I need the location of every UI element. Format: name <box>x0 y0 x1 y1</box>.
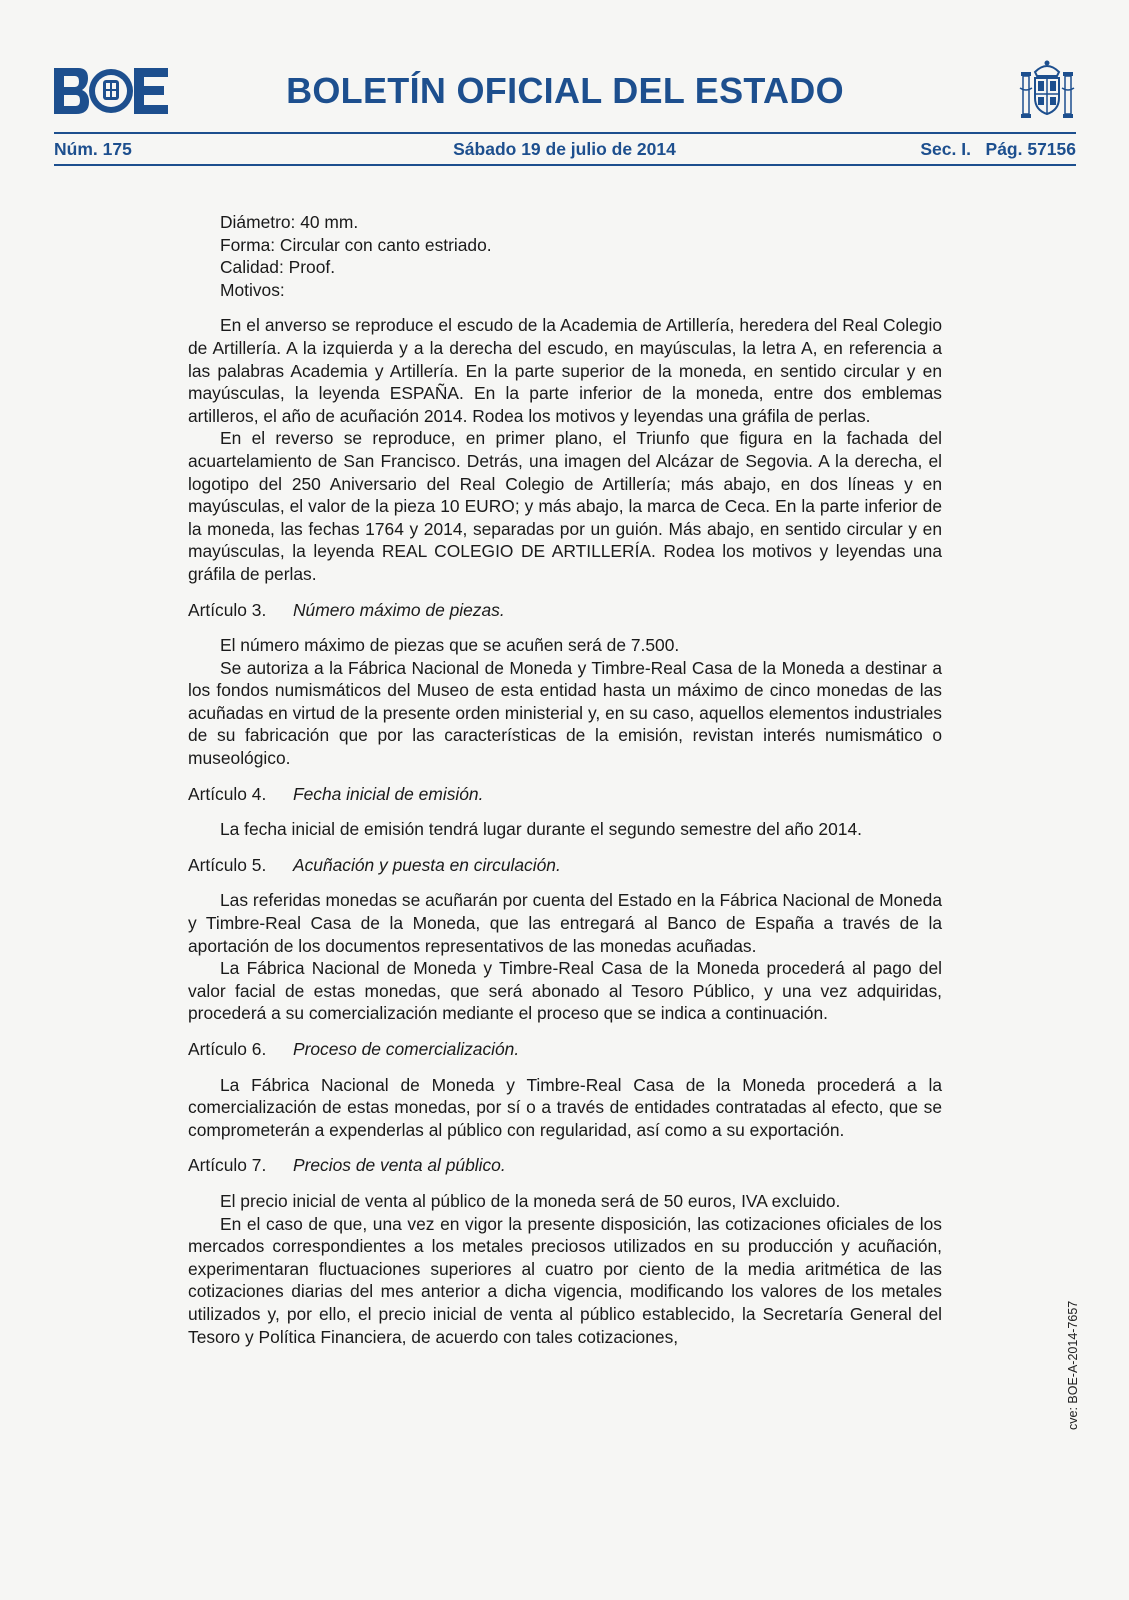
article-6-label: Artículo 6. <box>188 1039 267 1059</box>
article-5-paragraph-2: La Fábrica Nacional de Moneda y Timbre-Real Casa de la Moneda procederá al pago del valor facial de estas monedas, que será abonado al Tesoro Público, y una vez adquiridas, procederá a su comercialización mediante el proceso que se indica a continuación. <box>188 958 942 1024</box>
coat-of-arms-icon <box>1018 58 1076 122</box>
article-6-title: Proceso de comercialización. <box>293 1039 520 1059</box>
spec-motifs: Motivos: <box>220 279 285 300</box>
cve-identifier: cve: BOE-A-2014-7657 <box>1066 1300 1080 1430</box>
spec-shape: Forma: Circular con canto estriado. <box>220 234 492 255</box>
issue-number: Núm. 175 <box>54 139 132 159</box>
bulletin-title: BOLETÍN OFICIAL DEL ESTADO <box>286 70 844 111</box>
article-3-paragraph-1: El número máximo de piezas que se acuñen será de 7.500. <box>220 635 680 656</box>
article-4-title: Fecha inicial de emisión. <box>293 783 484 804</box>
header-rule-top <box>54 132 1076 134</box>
article-5-title: Acuñación y puesta en circulación. <box>293 854 561 875</box>
article-6-heading <box>188 1038 942 1061</box>
article-3-title: Número máximo de piezas. <box>293 599 505 620</box>
article-4-paragraph-1: La fecha inicial de emisión tendrá lugar durante el segundo semestre del año 2014. <box>220 819 862 840</box>
spec-diameter: Diámetro: 40 mm. <box>220 212 359 232</box>
article-3-heading <box>188 599 942 622</box>
article-5-heading <box>188 854 942 877</box>
section-page: Sec. I. Pág. 57156 <box>920 139 1076 159</box>
article-7-label: Artículo 7. <box>188 1155 267 1176</box>
article-7-title: Precios de venta al público. <box>293 1155 506 1176</box>
article-7-heading <box>188 1154 942 1177</box>
article-5-paragraph-1: Las referidas monedas se acuñarán por cuenta del Estado en la Fábrica Nacional de Moneda y Timbre-Real Casa de la Moneda, que las entregará al Banco de España a través de la aportación de los documentos representativos de las monedas acuñadas. <box>188 890 942 956</box>
issue-date: Sábado 19 de julio de 2014 <box>453 139 676 159</box>
article-4-label: Artículo 4. <box>188 783 267 804</box>
document-body <box>188 211 942 1348</box>
spec-quality: Calidad: Proof. <box>220 257 336 278</box>
article-7-paragraph-2: En el caso de que, una vez en vigor la presente disposición, las cotizaciones oficiales de los mercados correspondientes a los metales preciosos utilizados en su producción y acuñación, experimentaran fluctuaciones superiores al cuatro por ciento de la media aritmética de las cotizaciones diarias del mes anterior a dicha vigencia, modificando los valores de los metales utilizados y, por ello, el precio inicial de venta al público establecido, la Secretaría General del Tesoro y Política Financiera, de acuerdo con tales cotizaciones, <box>188 1213 942 1347</box>
paragraph-reverse: En el reverso se reproduce, en primer plano, el Triunfo que figura en la fachada del acuartelamiento de San Francisco. Detrás, una imagen del Alcázar de Segovia. A la derecha, el logotipo del 250 Aniversario del Real Colegio de Artillería; más abajo, en dos líneas y en mayúsculas, el valor de la pieza 10 EURO; y más abajo, la marca de Ceca. En la parte inferior de la moneda, las fechas 1764 y 2014, separadas por un guión. Más abajo, en sentido circular y en mayúsculas, la leyenda REAL COLEGIO DE ARTILLERÍA. Rodea los motivos y leyendas una gráfila de perlas. <box>188 428 942 584</box>
article-4-heading <box>188 783 942 806</box>
article-3-paragraph-2: Se autoriza a la Fábrica Nacional de Moneda y Timbre-Real Casa de la Moneda a destinar a los fondos numismáticos del Museo de esta entidad hasta un máximo de cinco monedas de las acuñadas en virtud de la presente orden ministerial y, en su caso, aquellos elementos industriales de su fabricación que por las características de la emisión, revistan interés numismático o museológico. <box>188 657 942 769</box>
article-5-label: Artículo 5. <box>188 854 267 875</box>
header-rule-bottom <box>54 164 1076 166</box>
boe-logo <box>54 68 168 114</box>
paragraph-obverse: En el anverso se reproduce el escudo de la Academia de Artillería, heredera del Real Colegio de Artillería. A la izquierda y a la derecha del escudo, en mayúsculas, la letra A, en referencia a las palabras Academia y Artillería. En la parte superior de la moneda, en sentido circular y en mayúsculas, la leyenda ESPAÑA. En la parte inferior de la moneda, entre dos emblemas artilleros, el año de acuñación 2014. Rodea los motivos y leyendas una gráfila de perlas. <box>188 315 942 426</box>
article-6-paragraph-1: La Fábrica Nacional de Moneda y Timbre-Real Casa de la Moneda procederá a la comercialización de estas monedas, por sí o a través de entidades contratadas al efecto, que se comprometerán a expenderlas al público con regularidad, así como a su exportación. <box>188 1074 942 1140</box>
article-3-label: Artículo 3. <box>188 599 267 620</box>
article-7-paragraph-1: El precio inicial de venta al público de la moneda será de 50 euros, IVA excluido. <box>220 1190 841 1211</box>
